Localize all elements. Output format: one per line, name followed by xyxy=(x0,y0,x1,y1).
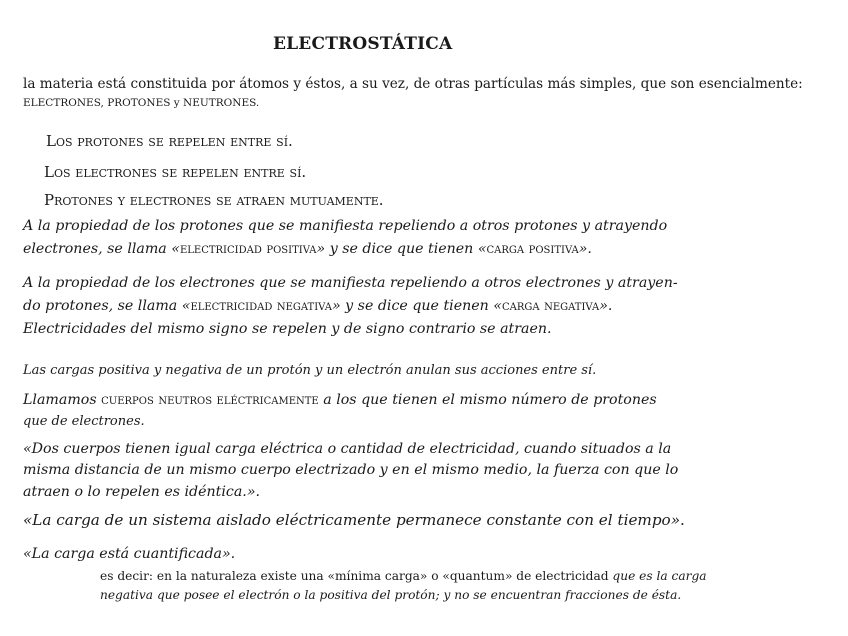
negative-text-e: ». xyxy=(599,298,613,314)
negative-electricity-term: electricidad negativa xyxy=(190,298,332,314)
cancel-actions: Las cargas positiva y negativa de un protón y un electrón anulan sus acciones entre sí. xyxy=(23,363,597,378)
rule-electrons-repel: Los electrones se repelen entre sí. xyxy=(44,163,307,181)
neutral-bodies-line-2: que de electrones. xyxy=(23,414,145,429)
charge-conservation: «La carga de un sistema aislado eléctricamente permanece constante con el tiempo». xyxy=(23,511,685,529)
negative-text-a: do protones, se llama « xyxy=(23,298,191,314)
neutral-text-c: a los que tienen el mismo número de protones xyxy=(318,392,657,408)
positive-charge-term: carga positiva xyxy=(486,241,579,257)
document-title: ELECTROSTÁTICA xyxy=(273,34,453,54)
note-text-a: es decir: en la naturaleza existe una «mínima carga» o «quantum» de electricidad xyxy=(100,569,613,583)
positive-electricity-term: electricidad positiva xyxy=(179,241,317,257)
quantum-note-line-2: negativa que posee el electrón o la positiva del protón; y no se encuentran fracciones de ésta. xyxy=(100,588,682,602)
neutral-bodies-line-1 xyxy=(23,393,657,407)
charge-quantized: «La carga está cuantificada». xyxy=(23,546,236,562)
negative-text-c: » y se dice que tienen « xyxy=(331,298,502,314)
positive-text-e: ». xyxy=(578,241,592,257)
negative-definition-line-2 xyxy=(23,299,612,313)
positive-definition-line-1: A la propiedad de los protones que se manifiesta repeliendo a otros protones y atrayendo xyxy=(23,218,668,234)
intro-line-1: la materia está constituida por átomos y éstos, a su vez, de otras partículas más simples, que son esencialmente: xyxy=(23,76,803,92)
neutral-bodies-term: cuerpos neutros eléctricamente xyxy=(101,392,319,408)
equal-charge-line-3: atraen o lo repelen es idéntica.». xyxy=(23,484,261,500)
neutral-text-a: Llamamos xyxy=(23,392,102,408)
positive-text-c: » y se dice que tienen « xyxy=(316,241,487,257)
intro-line-2: ELECTRONES, PROTONES y NEUTRONES. xyxy=(23,97,260,109)
note-text-b: que es la carga xyxy=(612,569,707,583)
positive-text-a: electrones, se llama « xyxy=(23,241,180,257)
negative-charge-term: carga negativa xyxy=(501,298,600,314)
quantum-note-line-1 xyxy=(100,570,707,582)
equal-charge-line-2: misma distancia de un mismo cuerpo electrizado y en el mismo medio, la fuerza con que lo xyxy=(23,462,679,478)
positive-definition-line-2 xyxy=(23,242,592,256)
rule-attract: Protones y electrones se atraen mutuamente. xyxy=(44,191,384,209)
negative-definition-line-1: A la propiedad de los electrones que se manifiesta repeliendo a otros electrones y atrayen- xyxy=(23,275,678,291)
rule-protons-repel: Los protones se repelen entre sí. xyxy=(46,132,293,150)
equal-charge-line-1: «Dos cuerpos tienen igual carga eléctrica o cantidad de electricidad, cuando situados a la xyxy=(23,441,672,457)
sign-rule: Electricidades del mismo signo se repelen y de signo contrario se atraen. xyxy=(23,321,552,337)
